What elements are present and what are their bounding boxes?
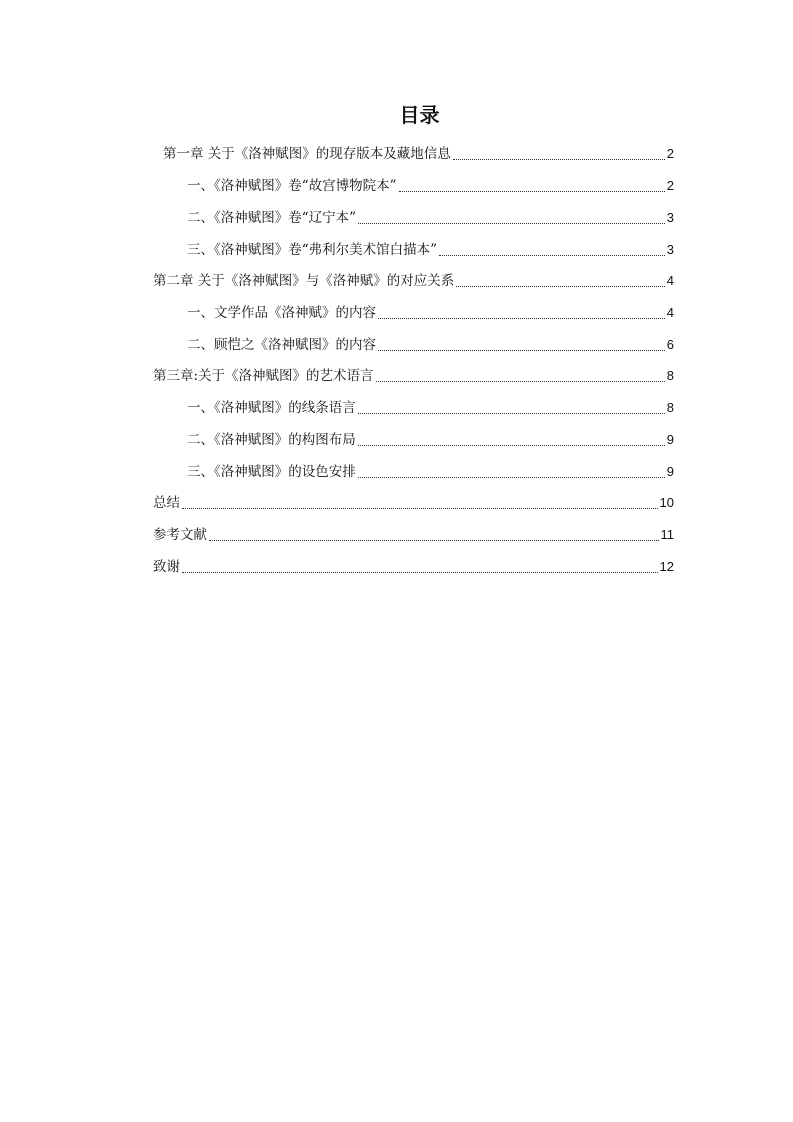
toc-dot-leader: [399, 190, 665, 192]
toc-page-number: 4: [666, 273, 674, 288]
toc-entry-section-1-1[interactable]: [187, 172, 674, 196]
toc-entry-chapter-2[interactable]: [153, 267, 674, 291]
toc-dot-leader: [453, 158, 665, 160]
toc-page-number: 3: [666, 210, 674, 225]
toc-page-number: 9: [666, 432, 674, 447]
toc-entry-chapter-1[interactable]: [163, 140, 674, 164]
toc-entry-text: 致谢: [153, 559, 180, 575]
toc-entry-section-2-2[interactable]: [187, 331, 674, 355]
toc-entry-summary[interactable]: [153, 489, 674, 513]
toc-entry-text: 三、《洛神赋图》的设色安排: [187, 464, 356, 480]
toc-dot-leader: [182, 571, 658, 573]
toc-page-number: 8: [666, 368, 674, 383]
toc-dot-leader: [358, 476, 665, 478]
toc-entry-chapter-3[interactable]: [153, 362, 674, 386]
toc-dot-leader: [378, 349, 665, 351]
toc-entry-section-2-1[interactable]: [187, 299, 674, 323]
toc-dot-leader: [358, 444, 665, 446]
toc-entry-text: 三、《洛神赋图》卷“弗利尔美术馆白描本”: [187, 242, 438, 258]
toc-dot-leader: [182, 507, 658, 509]
toc-entry-acknowledgements[interactable]: [153, 553, 674, 577]
toc-dot-leader: [209, 539, 659, 541]
toc-dot-leader: [358, 222, 665, 224]
toc-entry-section-1-3[interactable]: [187, 236, 674, 260]
toc-dot-leader: [358, 412, 665, 414]
toc-page-number: 12: [659, 559, 674, 574]
toc-entry-text: 一、文学作品《洛神赋》的内容: [187, 305, 376, 321]
toc-page-number: 4: [666, 305, 674, 320]
toc-entry-section-3-3[interactable]: [187, 458, 674, 482]
toc-page-number: 3: [666, 242, 674, 257]
toc-title: 目录: [399, 103, 440, 127]
toc-page-number: 10: [659, 495, 674, 510]
toc-entry-text: 参考文献: [153, 527, 207, 543]
toc-entry-references[interactable]: [153, 521, 674, 545]
toc-entry-text: 二、《洛神赋图》卷“辽宁本”: [187, 210, 357, 226]
toc-entry-section-3-2[interactable]: [187, 426, 674, 450]
toc-entry-text: 第二章 关于《洛神赋图》与《洛神赋》的对应关系: [153, 273, 455, 289]
toc-page-number: 8: [666, 400, 674, 415]
toc-entry-text: 一、《洛神赋图》卷“故宫博物院本”: [187, 178, 397, 194]
toc-page-number: 6: [666, 337, 674, 352]
toc-entry-text: 总结: [153, 495, 180, 511]
toc-entry-text: 一、《洛神赋图》的线条语言: [187, 400, 356, 416]
toc-entry-text: 第三章:关于《洛神赋图》的艺术语言: [153, 368, 374, 384]
toc-page-number: 11: [660, 527, 674, 542]
toc-entry-section-3-1[interactable]: [187, 394, 674, 418]
toc-entry-text: 二、顾恺之《洛神赋图》的内容: [187, 337, 376, 353]
toc-dot-leader: [439, 254, 665, 256]
toc-dot-leader: [378, 317, 665, 319]
toc-entry-section-1-2[interactable]: [187, 204, 674, 228]
toc-page-number: 2: [666, 146, 674, 161]
toc-entry-text: 第一章 关于《洛神赋图》的现存版本及藏地信息: [163, 146, 451, 162]
toc-page-number: 2: [666, 178, 674, 193]
toc-entry-text: 二、《洛神赋图》的构图布局: [187, 432, 356, 448]
toc-page-number: 9: [666, 464, 674, 479]
toc-dot-leader: [376, 380, 665, 382]
toc-dot-leader: [456, 285, 664, 287]
